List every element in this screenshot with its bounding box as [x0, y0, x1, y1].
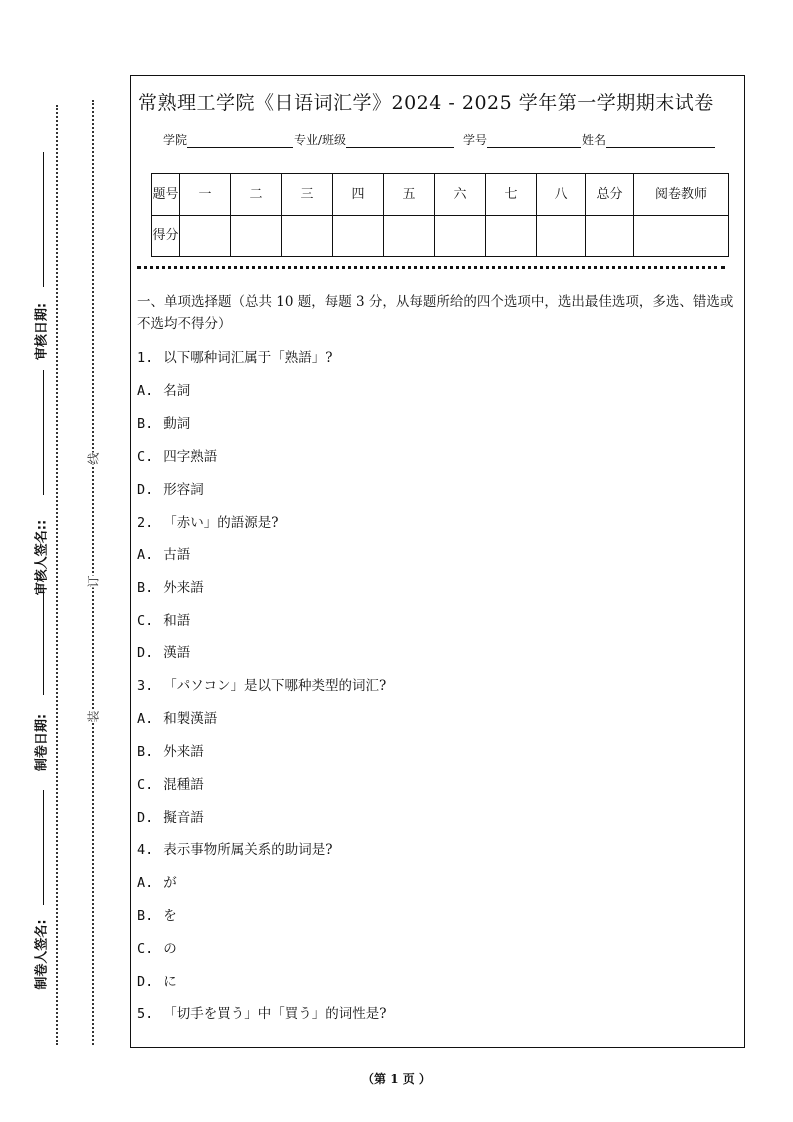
option-text: 漢語	[163, 645, 191, 661]
option-label: C.	[137, 449, 154, 465]
col-6: 六	[435, 174, 486, 216]
audit-date-line	[43, 152, 44, 287]
score-cell-5[interactable]	[384, 216, 435, 257]
score-cell-4[interactable]	[333, 216, 384, 257]
section-1-heading: 一、单项选择题（总共 10 题，每题 3 分，从每题所给的四个选项中，选出最佳选项，多选、错选或不选均不得分）	[137, 294, 734, 332]
option-label: A.	[137, 711, 154, 727]
option-4b[interactable]	[137, 904, 177, 924]
option-label: C.	[137, 777, 154, 793]
name-label: 姓名	[582, 133, 607, 147]
option-2c[interactable]	[137, 609, 190, 629]
col-reviewer: 阅卷教师	[634, 174, 729, 216]
option-text: 混種語	[163, 777, 204, 793]
col-5: 五	[384, 174, 435, 216]
college-field	[163, 131, 293, 148]
option-text: 動詞	[163, 416, 191, 432]
option-2d[interactable]	[137, 641, 190, 661]
college-label: 学院	[163, 133, 188, 147]
name-field	[582, 131, 715, 148]
option-text: 擬音語	[163, 810, 204, 826]
question-text: 以下哪种词汇属于「熟語」?	[163, 350, 333, 366]
option-4a[interactable]	[137, 871, 177, 891]
make-date-label: 制卷日期:	[34, 713, 50, 772]
question-3	[137, 674, 386, 694]
name-input[interactable]	[606, 135, 715, 148]
col-2: 二	[231, 174, 282, 216]
option-3d[interactable]	[137, 806, 204, 826]
binding-dotted-line-left	[56, 105, 58, 1045]
option-label: C.	[137, 941, 154, 957]
question-number: 2.	[137, 515, 154, 531]
exam-title: 常熟理工学院《日语词汇学》2024 - 2025 学年第一学期期末试卷	[138, 92, 714, 114]
score-cell-reviewer[interactable]	[634, 216, 729, 257]
score-cell-3[interactable]	[282, 216, 333, 257]
option-label: D.	[137, 482, 154, 498]
option-label: C.	[137, 613, 154, 629]
binding-char-order: 订	[86, 575, 101, 588]
binding-char-line: 线	[86, 452, 101, 465]
student-id-field	[463, 131, 581, 148]
option-text: 和製漢語	[163, 711, 218, 727]
col-1: 一	[180, 174, 231, 216]
col-3: 三	[282, 174, 333, 216]
question-4	[137, 838, 333, 858]
question-number: 4.	[137, 842, 154, 858]
option-label: B.	[137, 744, 154, 760]
option-3a[interactable]	[137, 707, 217, 727]
question-number: 5.	[137, 1006, 154, 1022]
option-text: 外来語	[163, 580, 204, 596]
question-text: 表示事物所属关系的助词是?	[163, 842, 333, 858]
option-label: D.	[137, 974, 154, 990]
question-text: 「パソコン」是以下哪种类型的词汇?	[163, 678, 387, 694]
question-1	[137, 346, 333, 366]
option-2b[interactable]	[137, 576, 204, 596]
student-id-label: 学号	[463, 133, 488, 147]
option-text: 四字熟語	[163, 449, 218, 465]
row-head-question-no: 题号	[152, 174, 180, 216]
page-footer: （第 1 页 ）	[362, 1072, 431, 1086]
option-label: A.	[137, 547, 154, 563]
major-field	[294, 131, 454, 148]
option-label: B.	[137, 416, 154, 432]
option-1a[interactable]	[137, 379, 190, 399]
option-1b[interactable]	[137, 412, 190, 432]
option-text: 古語	[163, 547, 191, 563]
option-label: D.	[137, 645, 154, 661]
option-label: D.	[137, 810, 154, 826]
option-4d[interactable]	[137, 970, 177, 990]
score-table-header-row	[152, 174, 729, 216]
question-text: 「赤い」的語源是?	[163, 515, 279, 531]
col-7: 七	[486, 174, 537, 216]
student-id-input[interactable]	[487, 135, 581, 148]
option-1c[interactable]	[137, 445, 217, 465]
question-number: 3.	[137, 678, 154, 694]
option-text: 外来語	[163, 744, 204, 760]
option-1d[interactable]	[137, 478, 204, 498]
score-table	[151, 173, 729, 257]
question-5	[137, 1002, 387, 1022]
score-cell-total[interactable]	[586, 216, 634, 257]
option-label: B.	[137, 580, 154, 596]
question-text: 「切手を買う」中「買う」的词性是?	[163, 1006, 387, 1022]
section-separator	[137, 266, 725, 269]
major-input[interactable]	[346, 135, 454, 148]
option-2a[interactable]	[137, 543, 190, 563]
option-text: 和語	[163, 613, 191, 629]
major-label: 专业/班级	[294, 133, 347, 147]
score-table-score-row	[152, 216, 729, 257]
option-text: が	[163, 875, 177, 891]
option-label: A.	[137, 383, 154, 399]
col-4: 四	[333, 174, 384, 216]
maker-sign-label: 制卷人签名:	[34, 919, 50, 990]
score-cell-7[interactable]	[486, 216, 537, 257]
score-cell-8[interactable]	[537, 216, 586, 257]
binding-char-bind: 装	[86, 710, 101, 723]
question-2	[137, 511, 279, 531]
row-head-score: 得分	[152, 216, 180, 257]
option-3b[interactable]	[137, 740, 204, 760]
option-4c[interactable]	[137, 937, 177, 957]
score-cell-2[interactable]	[231, 216, 282, 257]
make-date-line	[43, 590, 44, 695]
score-cell-1[interactable]	[180, 216, 231, 257]
option-text: 名詞	[163, 383, 191, 399]
option-text: に	[163, 974, 177, 990]
auditor-sign-line	[43, 370, 44, 495]
col-total: 总分	[586, 174, 634, 216]
option-label: A.	[137, 875, 154, 891]
option-3c[interactable]	[137, 773, 204, 793]
option-label: B.	[137, 908, 154, 924]
auditor-sign-label: 审核人签名::	[34, 519, 50, 596]
binding-dotted-line-right	[92, 100, 94, 1045]
score-cell-6[interactable]	[435, 216, 486, 257]
college-input[interactable]	[187, 135, 293, 148]
option-text: 形容詞	[163, 482, 204, 498]
option-text: の	[163, 941, 177, 957]
maker-sign-line	[43, 790, 44, 905]
col-8: 八	[537, 174, 586, 216]
audit-date-label: 审核日期:	[34, 302, 50, 361]
option-text: を	[163, 908, 177, 924]
question-number: 1.	[137, 350, 154, 366]
